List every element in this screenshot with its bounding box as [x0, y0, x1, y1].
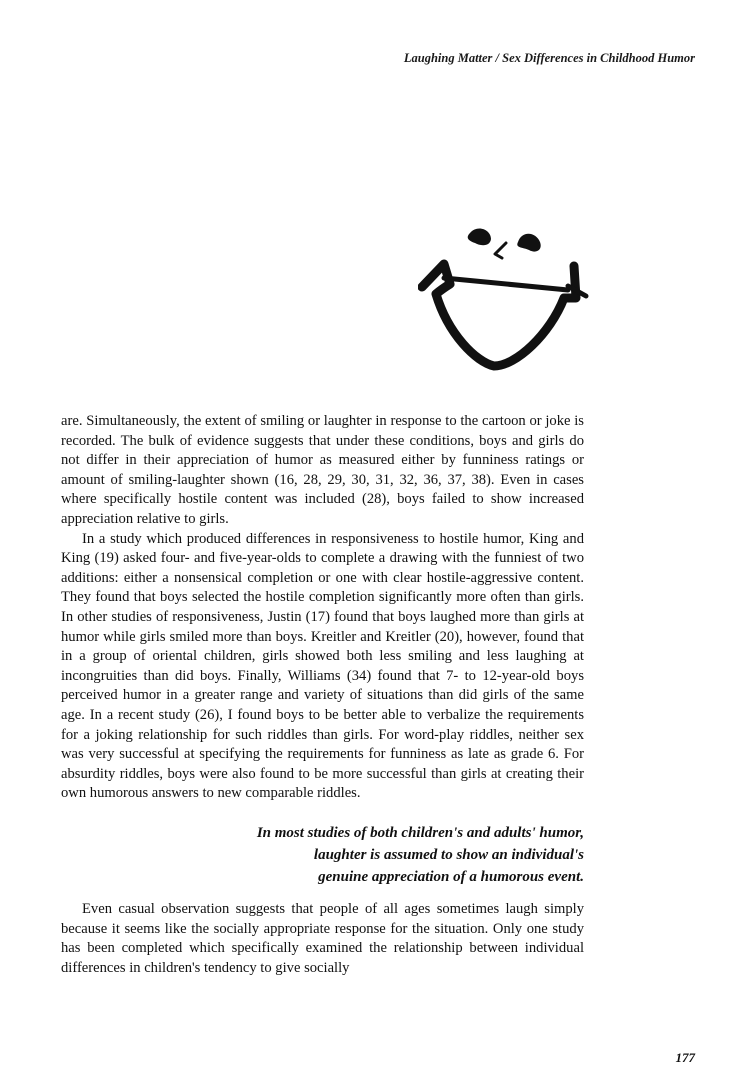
pull-quote-line-1: In most studies of both children's and adults' humor, [256, 825, 584, 841]
pull-quote-line-2: laughter is assumed to show an individual's [313, 847, 584, 863]
paragraph-1: are. Simultaneously, the extent of smiling or laughter in response to the cartoon or joke is recorded. The bulk of evidence suggests that under these conditions, boys and girls do not differ in their appreciation of humor as measured either by funniness ratings or amount of smiling-laughter shown (16, 28, 29, 30, 31, 32, 36, 37, 38). Even in cases where specifically hostile content was included (28), boys failed to show increased appreciation relative to girls. [61, 413, 584, 527]
pull-quote-line-3: genuine appreciation of a humorous event. [318, 869, 584, 885]
running-head: Laughing Matter / Sex Differences in Childhood Humor [403, 51, 695, 65]
smiley-nose [495, 243, 506, 258]
smiley-mouth-top-line [444, 278, 568, 290]
paragraph-3: Even casual observation suggests that people of all ages sometimes laugh simply because it seems like the socially appropriate response for the situation. Only one study has been completed which specifically examined the relationship between individual differences in children's tendency to give socially [61, 901, 584, 976]
smiley-right-eye [517, 234, 540, 252]
body-text [61, 412, 584, 804]
pull-quote [200, 822, 584, 888]
smiley-face-drawing-icon [418, 216, 590, 376]
paragraph-2: In a study which produced differences in responsiveness to hostile humor, King and King (19) asked four- and five-year-olds to complete a drawing with the funniest of two additions: either a nonsensical completion or one with clear hostile-aggressive content. They found that boys selected the hostile completion significantly more often than girls. In other studies of responsiveness, Justin (17) found that boys laughed more than girls at humor while girls smiled more than boys. Kreitler and Kreitler (20), however, found that in a group of oriental children, girls showed both less smiling and less laughing at incongruities than did boys. Finally, Williams (34) found that 7- to 12-year-old boys perceived humor in a greater range and variety of situations than did girls of the same age. In a recent study (26), I found boys to be better able to verbalize the requirements for a joking relationship for such riddles than girls. For word-play riddles, neither sex was very successful at specifying the requirements for funniness as late as grade 6. For absurdity riddles, boys were also found to be more successful than girls at creating their own humorous answers to new comparable riddles. [61, 530, 584, 802]
body-text-continued [61, 900, 584, 978]
page-number: 177 [675, 1050, 695, 1065]
smiley-left-eye [468, 229, 491, 246]
